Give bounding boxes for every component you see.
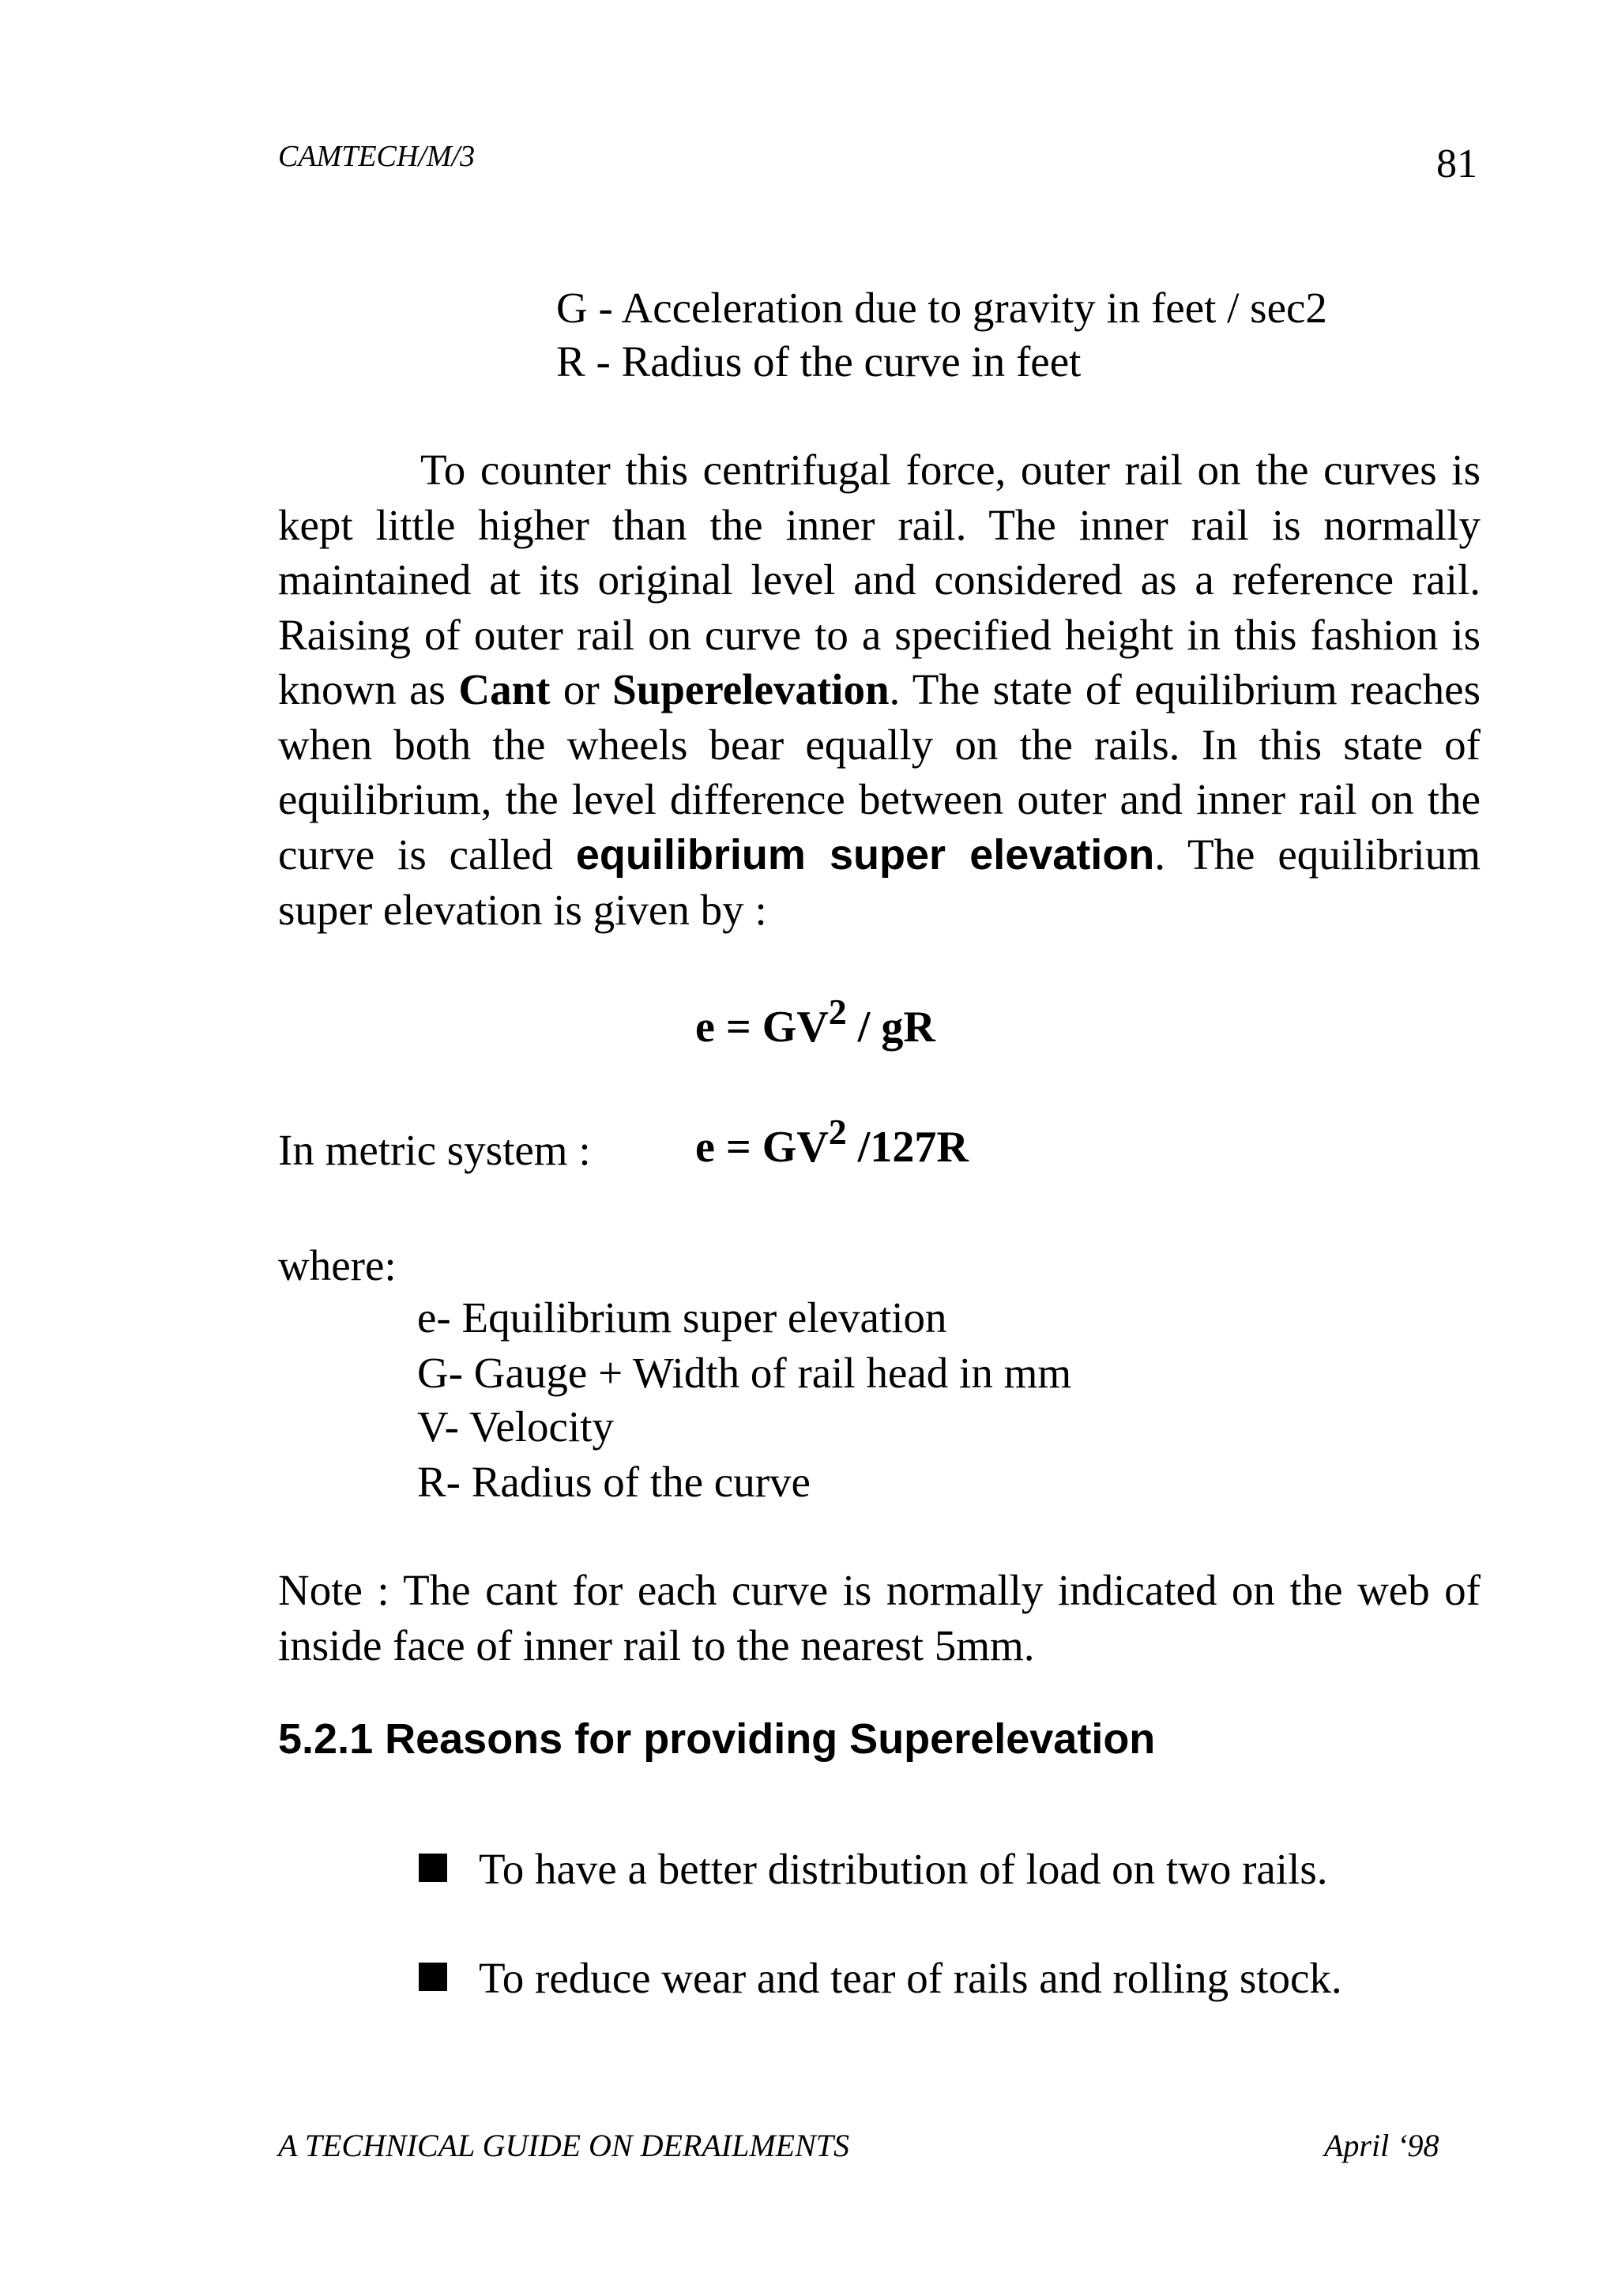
formula-gv: GV [762,1003,829,1052]
formula-rest: /127R [846,1123,969,1172]
section-heading: 5.2.1 Reasons for providing Superelevation [278,1715,1156,1763]
paragraph-text: To counter this centrifugal force, outer rail on the curves is kept little higher than the inner rail. The inner rail is normally maintained at its original level and considered as a reference rail. Raising of outer rail on curve to a specified height in this fashion is known as [278,446,1481,713]
paragraph-text: or [550,665,613,713]
definition-r [556,337,1081,386]
definition-text: - Radius of the curve in feet [585,337,1082,386]
metric-label: In metric system : [278,1126,591,1174]
header-doc-code: CAMTECH/M/3 [278,140,476,173]
definition-symbol: G [556,284,588,332]
bullet-item [419,1844,1328,1894]
formula-lhs: e = GV [695,1123,829,1172]
definition-text: - Acceleration due to gravity in feet / sec2 [587,284,1327,332]
paragraph-text: . The equilibrium super elevation is given by : [278,830,1481,934]
term-superelevation: Superelevation [612,665,890,713]
term-equilibrium-super-elevation: equilibrium super elevation [575,830,1155,879]
note-paragraph: Note : The cant for each curve is normally indicated on the web of inside face of inner rail to the nearest 5mm. [278,1566,1481,1669]
page-number: 81 [1436,141,1477,186]
footer-date: April ‘98 [1324,2128,1439,2163]
paragraph-text: . The state of equilibrium reaches when both the wheels bear equally on the rails. In this state of equilibrium, the level difference between outer and inner rail on the curve is called [278,665,1481,879]
where-item-g: G- Gauge + Width of rail head in mm [417,1349,1072,1397]
formula-rest: / gR [846,1003,935,1052]
where-item-v: V- Velocity [417,1402,615,1451]
bullet-text: To have a better distribution of load on two rails. [479,1845,1328,1893]
footer-title: A TECHNICAL GUIDE ON DERAILMENTS [278,2128,850,2163]
where-label: where: [278,1241,397,1289]
formula-exponent: 2 [828,1112,847,1152]
formula-metric [695,1112,969,1172]
bullet-text: To reduce wear and tear of rails and rolling stock. [479,1954,1342,2002]
body-paragraph [278,442,1481,938]
formula-lhs: e = [695,1003,762,1052]
square-bullet-icon [419,1963,447,1991]
definition-g [556,283,1327,333]
square-bullet-icon [419,1854,447,1882]
where-item-e: e- Equilibrium super elevation [417,1293,947,1342]
formula-general [695,992,935,1052]
where-item-r: R- Radius of the curve [417,1458,811,1506]
term-cant: Cant [458,665,551,713]
formula-exponent: 2 [828,992,847,1032]
bullet-item [419,1953,1342,2003]
definition-symbol: R [556,337,585,386]
